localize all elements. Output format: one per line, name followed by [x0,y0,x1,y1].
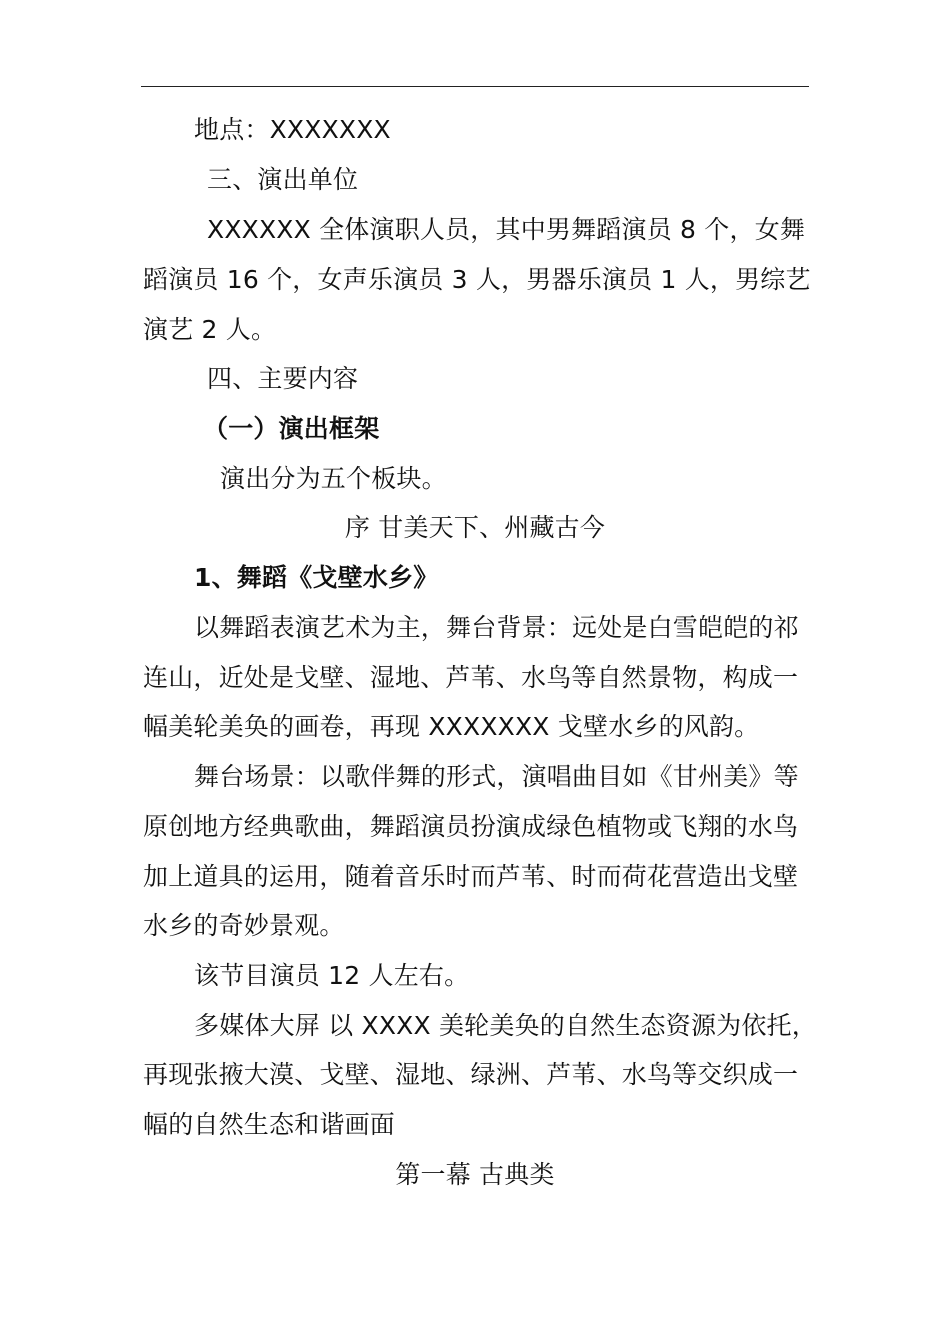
program-1-paragraph-2-line-2: 原创地方经典歌曲，舞蹈演员扮演成绿色植物或飞翔的水鸟 [143,812,799,841]
program-1-paragraph-1-line-3: 幅美轮美奂的画卷，再现 XXXXXXX 戈壁水乡的风韵。 [143,712,760,741]
program-1-multimedia-line-2: 再现张掖大漠、戈壁、湿地、绿洲、芦苇、水鸟等交织成一 [143,1060,799,1089]
program-1-paragraph-2-line-1: 舞台场景：以歌伴舞的形式，演唱曲目如《甘州美》等 [194,762,799,791]
program-1-multimedia-line-1: 多媒体大屏 以 XXXX 美轮美奂的自然生态资源为依托， [194,1011,817,1040]
performers-paragraph-line-1: XXXXXX 全体演职人员，其中男舞蹈演员 8 个，女舞 [207,215,806,244]
program-1-paragraph-1-line-2: 连山，近处是戈壁、湿地、芦苇、水鸟等自然景物，构成一 [143,663,799,692]
act-1-title: 第一幕 古典类 [395,1160,555,1189]
header-rule [141,86,809,87]
performers-paragraph-line-3: 演艺 2 人。 [143,315,277,344]
section-heading-content: 四、主要内容 [207,364,359,393]
program-1-paragraph-1-line-1: 以舞蹈表演艺术为主，舞台背景：远处是白雪皑皑的祁 [194,613,799,642]
subsection-heading-framework: （一）演出框架 [203,414,380,443]
program-1-paragraph-2-line-4: 水乡的奇妙景观。 [143,911,345,940]
prologue-title: 序 甘美天下、州藏古今 [344,513,606,542]
section-heading-performers: 三、演出单位 [207,165,359,194]
performers-paragraph-line-2: 蹈演员 16 个，女声乐演员 3 人，男器乐演员 1 人，男综艺 [143,265,811,294]
program-1-paragraph-2-line-3: 加上道具的运用，随着音乐时而芦苇、时而荷花营造出戈壁 [143,862,799,891]
program-1-cast-count: 该节目演员 12 人左右。 [194,961,470,990]
framework-intro: 演出分为五个板块。 [220,464,447,493]
program-1-multimedia-line-3: 幅的自然生态和谐画面 [143,1110,396,1139]
venue-line: 地点：XXXXXXX [194,115,391,144]
program-1-title: 1、舞蹈《戈壁水乡》 [194,563,439,592]
